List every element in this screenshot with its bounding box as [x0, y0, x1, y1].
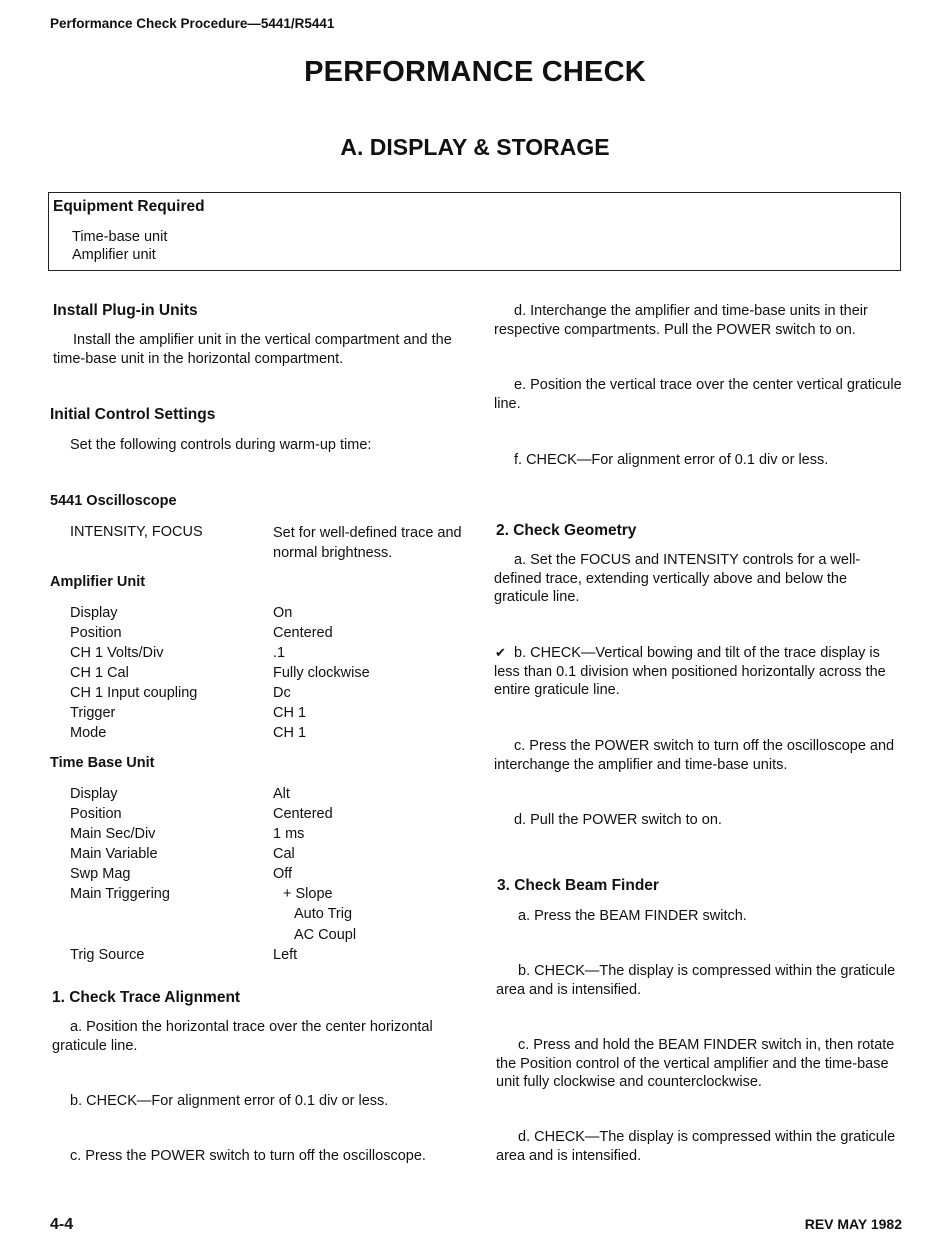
- initial-text: Set the following controls during warm-up time:: [70, 437, 372, 453]
- sec1-step-f: f. CHECK—For alignment error of 0.1 div or less.: [514, 452, 829, 468]
- setting-value: CH 1: [273, 705, 307, 721]
- setting-value: Left: [273, 947, 298, 963]
- setting-label: Display: [70, 605, 118, 621]
- install-heading: Install Plug-in Units: [53, 302, 198, 319]
- sec3-step-d: d. CHECK—The display is compressed within the graticule area and is intensified.: [496, 1129, 896, 1164]
- setting-value: .1: [273, 645, 286, 661]
- sec1-step-e: e. Position the vertical trace over the center vertical graticule line.: [494, 377, 902, 412]
- page-title: PERFORMANCE CHECK: [304, 56, 646, 88]
- setting-value: Centered: [273, 806, 333, 822]
- equipment-item: Time-base unit: [72, 229, 168, 245]
- sec2-step-d: d. Pull the POWER switch to on.: [514, 812, 722, 828]
- amplifier-heading: Amplifier Unit: [50, 574, 146, 590]
- setting-value: Dc: [273, 685, 291, 701]
- setting-label: Position: [70, 806, 122, 822]
- setting-value: 1 ms: [273, 826, 305, 842]
- sec1-step-c: c. Press the POWER switch to turn off the oscilloscope.: [70, 1148, 426, 1164]
- setting-label: Main Triggering: [70, 886, 170, 902]
- oscilloscope-heading: 5441 Oscilloscope: [50, 493, 177, 509]
- setting-label: CH 1 Cal: [70, 665, 129, 681]
- sec3-step-b: b. CHECK—The display is compressed within the graticule area and is intensified.: [496, 963, 896, 998]
- sec1-step-d: d. Interchange the amplifier and time-base units in their respective compartments. Pull the POWER switch to on.: [494, 303, 868, 338]
- sec2-step-b: b. CHECK—Vertical bowing and tilt of the trace display is less than 0.1 division when positioned horizontally across the entire graticule line.: [494, 645, 886, 698]
- setting-value: + Slope: [283, 886, 333, 902]
- sec3-heading: 3. Check Beam Finder: [497, 877, 659, 894]
- install-text: Install the amplifier unit in the vertical compartment and the time-base unit in the horizontal compartment.: [53, 332, 452, 367]
- setting-label: Main Sec/Div: [70, 826, 156, 842]
- setting-label: INTENSITY, FOCUS: [70, 524, 203, 540]
- setting-value: Alt: [273, 786, 290, 802]
- running-header: Performance Check Procedure—5441/R5441: [50, 16, 335, 31]
- setting-label: Trig Source: [70, 947, 145, 963]
- setting-value: Auto Trig: [294, 906, 353, 922]
- setting-label: Trigger: [70, 705, 116, 721]
- setting-label: Mode: [70, 725, 107, 741]
- checkmark-icon: ✔: [495, 645, 506, 660]
- timebase-heading: Time Base Unit: [50, 755, 155, 771]
- sec2-step-c: c. Press the POWER switch to turn off the oscilloscope and interchange the amplifier and time-base units.: [494, 738, 895, 773]
- sec1-step-b: b. CHECK—For alignment error of 0.1 div or less.: [70, 1093, 389, 1109]
- revision-date: REV MAY 1982: [804, 1216, 902, 1232]
- section-title: A. DISPLAY & STORAGE: [340, 134, 610, 160]
- setting-label: Main Variable: [70, 846, 158, 862]
- sec2-step-a: a. Set the FOCUS and INTENSITY controls for a well-defined trace, extending vertically above and below the graticule line.: [494, 552, 861, 605]
- initial-heading: Initial Control Settings: [50, 406, 216, 423]
- setting-value: Fully clockwise: [273, 665, 370, 681]
- sec3-step-c: c. Press and hold the BEAM FINDER switch in, then rotate the Position control of the vertical amplifier and the time-base unit fully clockwise and counterclockwise.: [496, 1037, 895, 1090]
- setting-value: Cal: [273, 846, 295, 862]
- setting-value: CH 1: [273, 725, 307, 741]
- setting-value: On: [273, 605, 293, 621]
- setting-value: AC Coupl: [294, 927, 357, 943]
- sec3-step-a: a. Press the BEAM FINDER switch.: [518, 908, 747, 924]
- page-number: 4-4: [50, 1216, 74, 1233]
- setting-label: Position: [70, 625, 122, 641]
- setting-label: Swp Mag: [70, 866, 131, 882]
- sec1-step-a: a. Position the horizontal trace over the center horizontal graticule line.: [52, 1019, 433, 1054]
- setting-label: CH 1 Input coupling: [70, 685, 198, 701]
- setting-label: Display: [70, 786, 118, 802]
- equipment-heading: Equipment Required: [53, 198, 205, 215]
- setting-value: Off: [273, 866, 293, 882]
- sec2-heading: 2. Check Geometry: [496, 522, 637, 539]
- setting-label: CH 1 Volts/Div: [70, 645, 164, 661]
- setting-value: Centered: [273, 625, 333, 641]
- setting-value: Set for well-defined trace and normal brightness.: [273, 525, 462, 561]
- sec1-heading: 1. Check Trace Alignment: [52, 989, 241, 1006]
- equipment-item: Amplifier unit: [72, 247, 156, 263]
